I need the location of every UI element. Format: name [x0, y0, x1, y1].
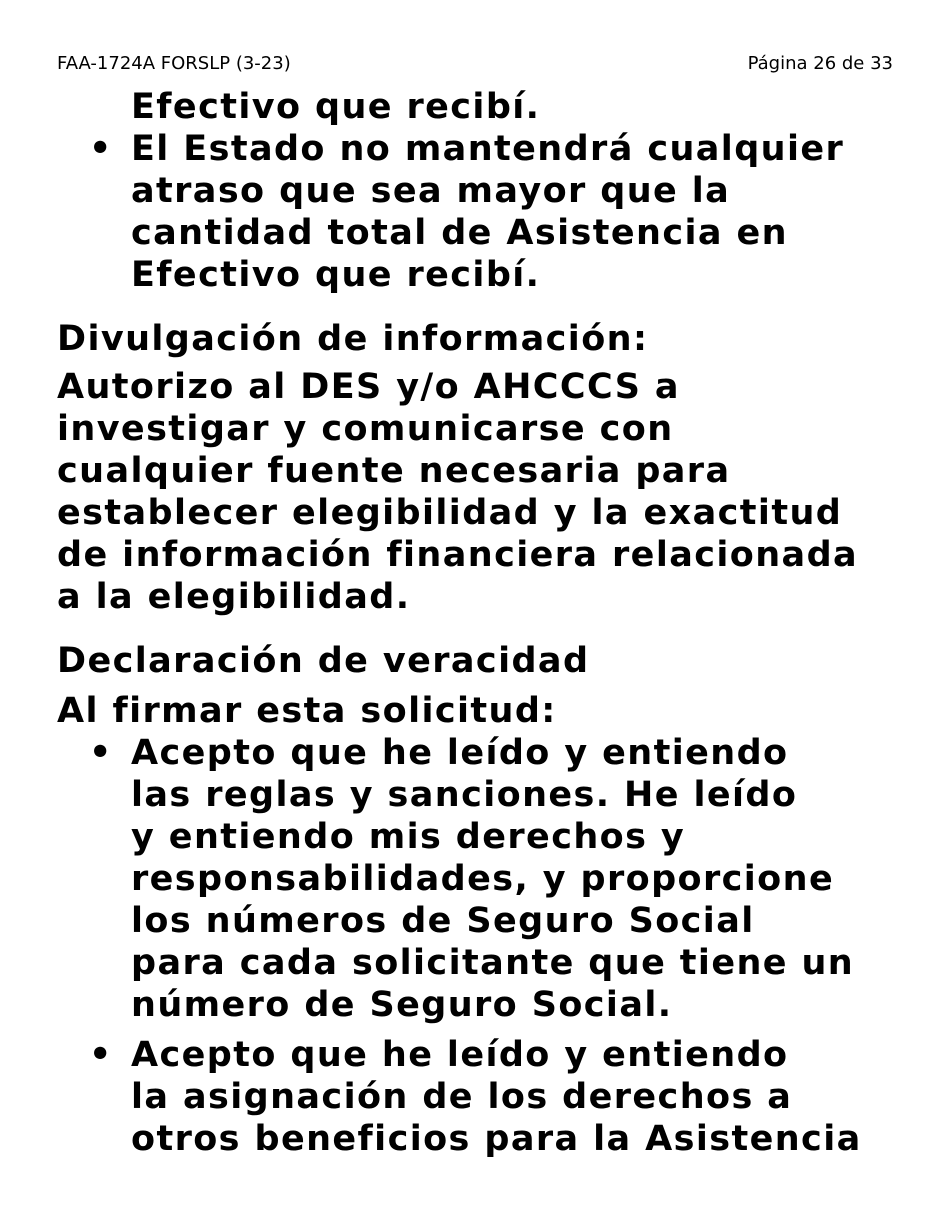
text-line: Efectivo que recibí.: [131, 255, 541, 295]
text-line: la asignación de los derechos a: [131, 1077, 793, 1117]
text-line: cualquier fuente necesaria para: [57, 451, 731, 491]
list-item-rights-assignment: [57, 1034, 907, 1160]
text-line: otros beneficios para la Asistencia: [131, 1119, 862, 1159]
text-line: los números de Seguro Social: [131, 901, 755, 941]
text-line: para cada solicitante que tiene un: [131, 943, 855, 983]
text-line: atraso que sea mayor que la: [131, 171, 731, 211]
text-line: cantidad total de Asistencia en: [131, 213, 788, 253]
truth-declaration-intro: Al firmar esta solicitud:: [57, 691, 557, 731]
bullet-icon: •: [89, 1035, 113, 1075]
text-line: de información financiera relacionada: [57, 535, 859, 575]
text-line: Efectivo que recibí.: [131, 87, 541, 127]
page-number: Página 26 de 33: [747, 53, 893, 74]
page-header: [57, 52, 893, 76]
disclosure-heading: Divulgación de información:: [57, 319, 649, 359]
text-line: investigar y comunicarse con: [57, 409, 674, 449]
disclosure-paragraph: [57, 366, 907, 618]
list-item-rules-acceptance: [57, 732, 907, 1026]
text-line: El Estado no mantendrá cualquier: [131, 129, 845, 169]
text-line: Acepto que he leído y entiendo: [131, 733, 789, 773]
bullet-list-arrears: [57, 128, 907, 296]
document-body: [57, 86, 907, 1160]
text-line: número de Seguro Social.: [131, 985, 673, 1025]
list-item-arrears: [57, 128, 907, 296]
bullet-icon: •: [89, 733, 113, 773]
bullet-list-truth: [57, 732, 907, 1160]
bullet-icon: •: [89, 129, 113, 169]
text-line: y entiendo mis derechos y: [131, 817, 686, 857]
text-line: Autorizo al DES y/o AHCCCS a: [57, 367, 680, 407]
text-line: establecer elegibilidad y la exactitud: [57, 493, 843, 533]
truth-declaration-heading: Declaración de veracidad: [57, 641, 590, 681]
text-line: Acepto que he leído y entiendo: [131, 1035, 789, 1075]
text-line: las reglas y sanciones. He leído: [131, 775, 798, 815]
text-line: responsabilidades, y proporcione: [131, 859, 835, 899]
continued-bullet-text: [57, 86, 907, 128]
form-id: FAA-1724A FORSLP (3-23): [57, 53, 291, 74]
text-line: a la elegibilidad.: [57, 577, 411, 617]
